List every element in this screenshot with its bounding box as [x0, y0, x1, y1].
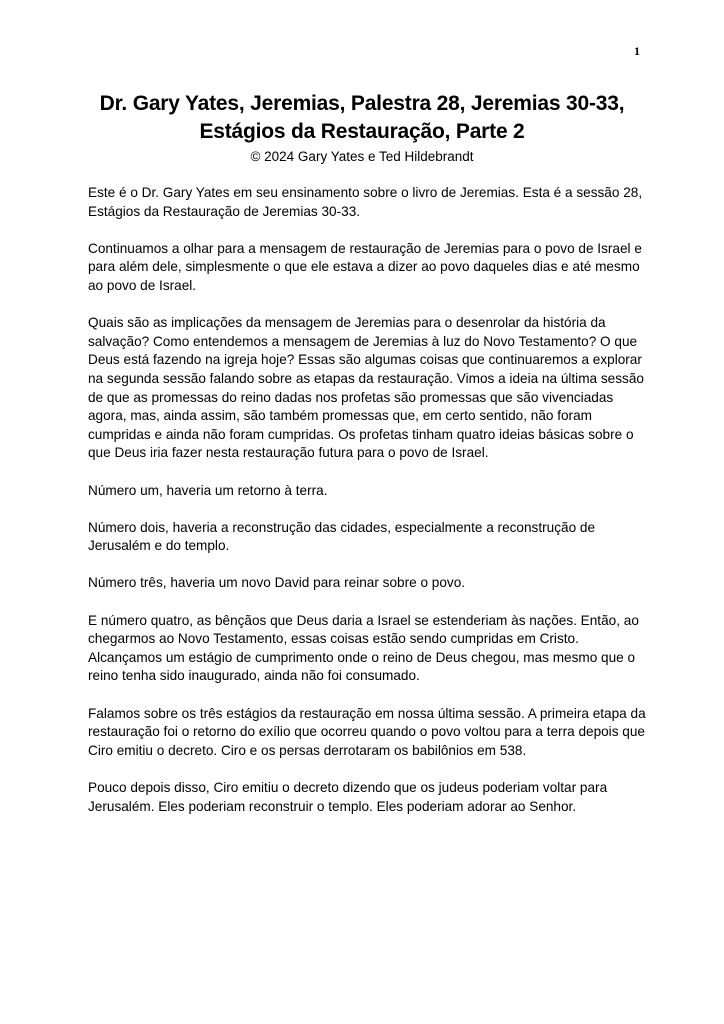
paragraph: Falamos sobre os três estágios da restauração em nossa última sessão. A primeira etapa da restauração foi o retorno do exílio que ocorreu quando o povo voltou para a terra depois que Ciro emitiu o decreto. Ciro e os persas derrotaram os babilônios em 538. — [88, 705, 646, 758]
paragraph: Número dois, haveria a reconstrução das cidades, especialmente a reconstrução de Jerusalém e do templo. — [88, 519, 596, 554]
paragraph: Número três, haveria um novo David para reinar sobre o povo. — [88, 575, 466, 591]
paragraph: Continuamos a olhar para a mensagem de restauração de Jeremias para o povo de Israel e para além dele, simplesmente o que ele estava a dizer ao povo daqueles dias e até mesmo ao povo de Israel. — [88, 240, 642, 293]
document-header — [60, 90, 664, 166]
copyright-line: © 2024 Gary Yates e Ted Hildebrandt — [250, 149, 474, 164]
title-line-1: Dr. Gary Yates, Jeremias, Palestra 28, Jeremias 30-33, — [99, 92, 625, 115]
paragraph: Quais são as implicações da mensagem de Jeremias para o desenrolar da história da salvação? Como entendemos a mensagem de Jeremias à luz do Novo Testamento? O que Deus está fazendo na igreja hoje? Essas são algumas coisas que continuaremos a explorar na segunda sessão falando sobre as etapas da restauração. Vimos a ideia na última sessão de que as promessas do reino dadas nos profetas são promessas que são vivenciadas agora, mas, ainda assim, são também promessas que, em certo sentido, não foram cumpridas e ainda não foram cumpridas. Os profetas tinham quatro ideias básicas sobre o que Deus iria fazer nesta restauração futura para o povo de Israel. — [88, 315, 644, 461]
page-number: 1 — [634, 44, 640, 58]
paragraph: Este é o Dr. Gary Yates em seu ensinamento sobre o livro de Jeremias. Esta é a sessão 28, Estágios da Restauração de Jeremias 30-33. — [88, 185, 643, 219]
title-line-2: Estágios da Restauração, Parte 2 — [199, 120, 525, 143]
paragraph: Número um, haveria um retorno à terra. — [88, 482, 328, 498]
document-title — [60, 90, 664, 146]
paragraph: E número quatro, as bênçãos que Deus daria a Israel se estenderiam às nações. Então, ao chegarmos ao Novo Testamento, essas coisas estão sendo cumpridas em Cristo. Alcançamos um estágio de cumprimento onde o reino de Deus chegou, mas mesmo que o reino tenha sido inaugurado, ainda não foi consumado. — [88, 612, 639, 684]
paragraph: Pouco depois disso, Ciro emitiu o decreto dizendo que os judeus poderiam voltar para Jerusalém. Eles poderiam reconstruir o templo. Eles poderiam adorar ao Senhor. — [88, 780, 608, 814]
document-body — [88, 184, 648, 835]
